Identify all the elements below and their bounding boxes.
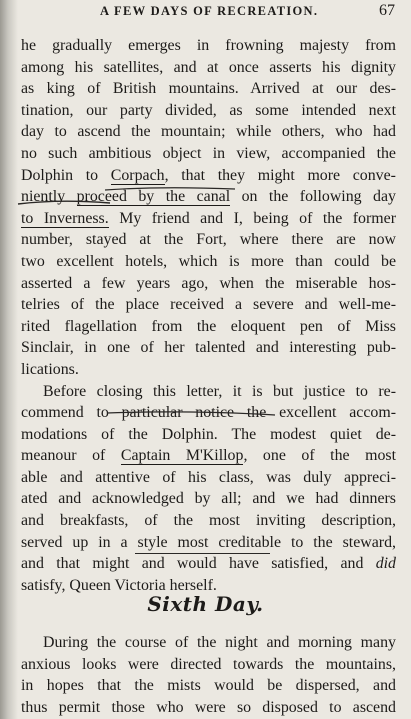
underlined-captain: Captain M'Killop <box>120 447 244 465</box>
text-segment: , one of the most <box>243 447 396 465</box>
text-line: thus permit those who were so disposed to ascend <box>21 698 396 716</box>
text-line: number, stayed at the Fort, where there are now <box>21 231 396 249</box>
text-line: modations of the Dolphin. The modest quiet de- <box>21 425 396 443</box>
text-line: served up in a style most creditable to the steward, <box>21 533 396 551</box>
underlined-canal: proceed by the canal <box>76 188 231 206</box>
text-line: rited flagellation from the eloquent pen of Miss <box>21 317 396 335</box>
text-line <box>21 165 396 187</box>
text-line: among his satellites, and at once asserts his dignity <box>21 58 396 76</box>
text-line: asserted a few years ago, when the miserable hos- <box>21 274 396 292</box>
text-segment: Dolphin to <box>21 166 111 184</box>
text-line: he gradually emerges in frowning majesty from <box>21 37 396 54</box>
body-text-continued <box>21 632 396 718</box>
text-line: in hopes that the mists would be dispersed, and <box>21 677 396 695</box>
underlined-corpach: Corpach <box>110 166 165 184</box>
underlined-inverness: to Inverness. <box>21 209 109 227</box>
text-line <box>21 445 396 467</box>
text-line: Sinclair, in one of her talented and interesting pub- <box>21 339 396 357</box>
text-segment: meanour of <box>21 447 121 465</box>
text-line: satisfy, Queen Victoria herself. <box>21 576 217 594</box>
text-line: anxious looks were directed towards the mountains, <box>21 655 396 673</box>
italic-did: did <box>375 555 396 573</box>
section-heading: Sixth Day. <box>147 592 264 616</box>
text-line: lications. <box>21 360 79 378</box>
text-line: telries of the place received a severe and well-me- <box>21 296 396 314</box>
running-head <box>20 4 405 24</box>
body-text <box>21 35 396 596</box>
text-segment: , that they might more conve- <box>164 166 396 184</box>
text-line: able and attentive of his class, was duly appreci- <box>21 468 396 486</box>
text-line: no such ambitious object in view, accompanied the <box>21 144 396 162</box>
text-line <box>21 553 396 575</box>
text-segment: and that might and would have satisfied, and <box>21 555 376 573</box>
section-divider <box>135 553 270 554</box>
text-line: tination, our party divided, as some intended next <box>21 101 396 119</box>
text-line: two excellent hotels, which is more than could be <box>21 252 396 270</box>
text-line: ated and acknowledged by all; and we had dinners <box>21 490 396 508</box>
text-line <box>21 186 396 208</box>
text-line: Before closing this letter, it is but justice to re- <box>43 382 396 400</box>
text-segment: on the following day <box>230 188 397 206</box>
text-segment: My friend and I, being of the former <box>108 209 396 227</box>
text-line: During the course of the night and morning many <box>43 634 396 651</box>
text-line: as king of British mountains. Arrived at our des- <box>21 80 396 98</box>
text-line: day to ascend the mountain; while others, who had <box>21 123 396 141</box>
running-title: A FEW DAYS OF RECREATION. <box>100 4 319 18</box>
text-line: commend to particular notice the excellent accom- <box>21 404 396 422</box>
text-line <box>21 208 396 230</box>
page-number: 67 <box>379 2 395 19</box>
text-segment: niently <box>21 188 77 206</box>
text-line: and breakfasts, of the most inviting description, <box>21 512 396 530</box>
